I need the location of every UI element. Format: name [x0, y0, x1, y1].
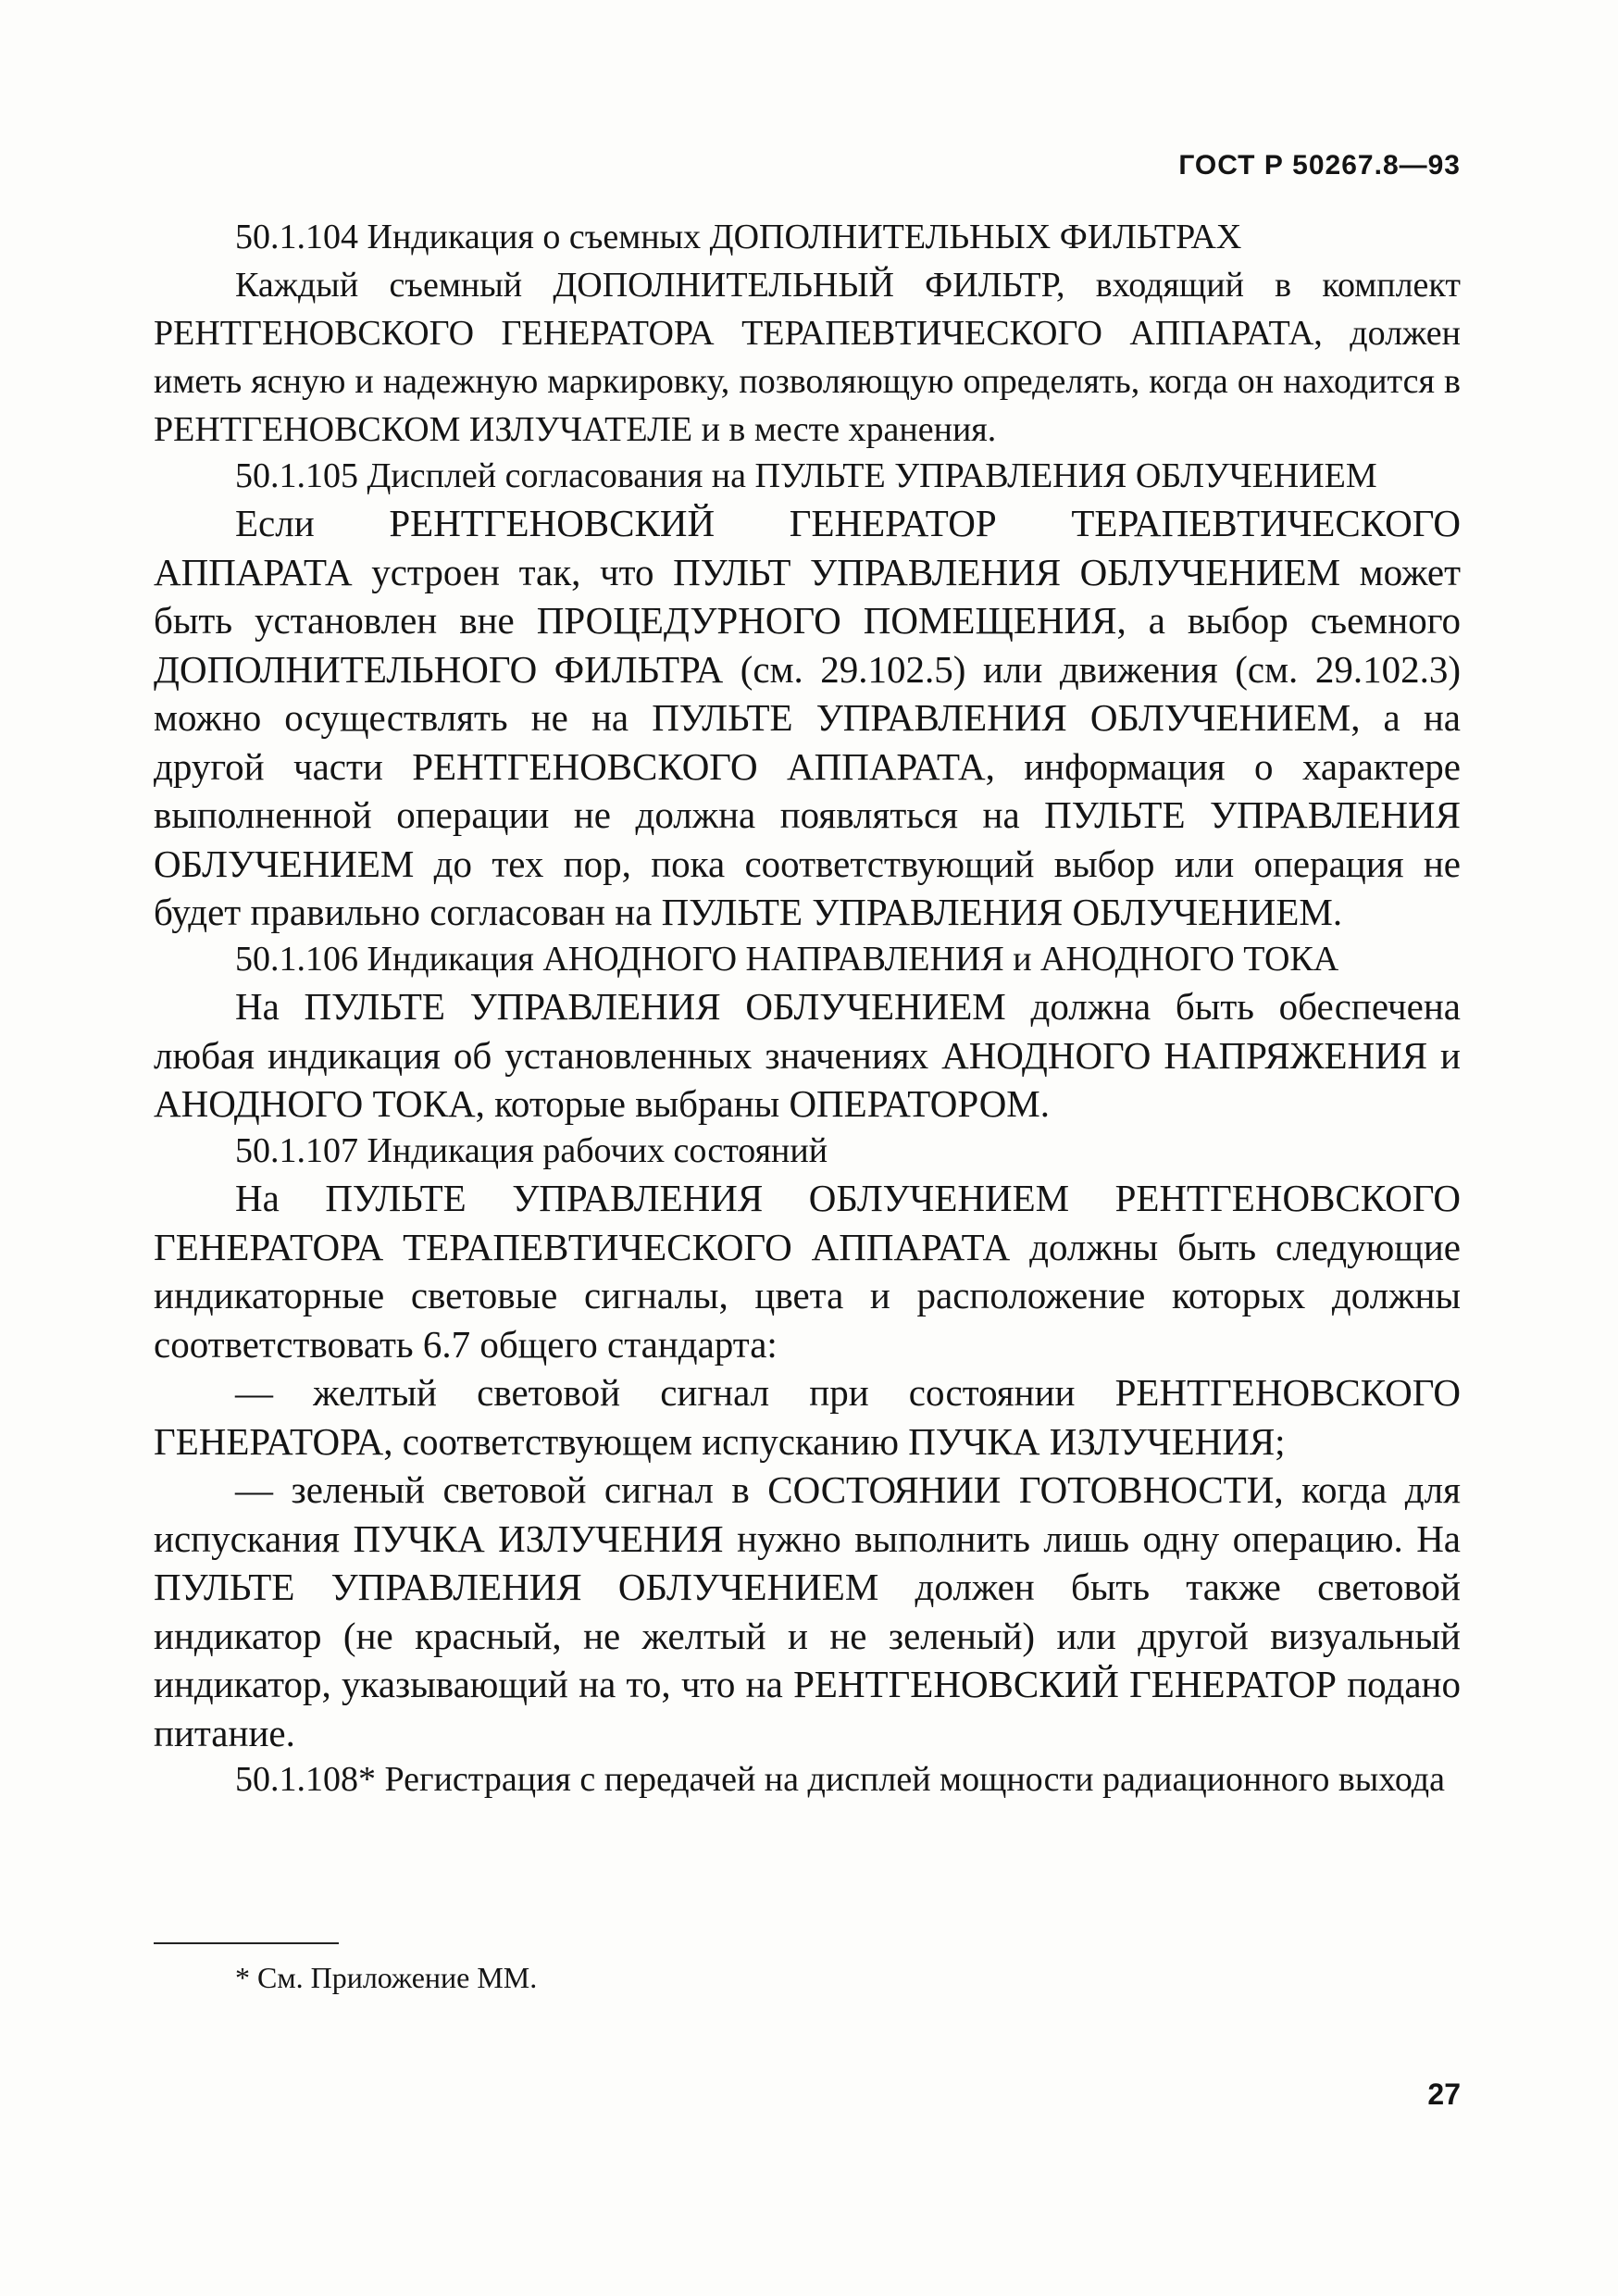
section-heading-50-1-108: 50.1.108* Регистрация с передачей на дисплей мощности радиационного выхода — [235, 1760, 1445, 1800]
section-heading-50-1-105: 50.1.105 Дисплей согласования на ПУЛЬТЕ УПРАВЛЕНИЯ ОБЛУЧЕНИЕМ — [235, 455, 1377, 495]
section-body-50-1-107: На ПУЛЬТЕ УПРАВЛЕНИЯ ОБЛУЧЕНИЕМ РЕНТГЕНОВСКОГО ГЕНЕРАТОРА ТЕРАПЕВТИЧЕСКОГО АППАРАТА должны быть следующие индикаторные световые сигналы, цвета и расположение которых должны соответствовать 6.7 общего стандарта: — [154, 1177, 1461, 1366]
section-body-50-1-104: Каждый съемный ДОПОЛНИТЕЛЬНЫЙ ФИЛЬТР, входящий в комплект РЕНТГЕНОВСКОГО ГЕНЕРАТОРА ТЕРАПЕВТИЧЕСКОГО АППАРАТА, должен иметь ясную и надежную маркировку, позволяющую определять, когда он находится в РЕНТГЕНОВСКОМ ИЗЛУЧАТЕЛЕ и в месте хранения. — [154, 265, 1461, 449]
footnote-divider — [154, 1942, 339, 1944]
section-heading-50-1-106: 50.1.106 Индикация АНОДНОГО НАПРАВЛЕНИЯ и АНОДНОГО ТОКА — [235, 939, 1339, 979]
list-item-yellow-signal: — желтый световой сигнал при состоянии РЕНТГЕНОВСКОГО ГЕНЕРАТОРА, соответствующем испусканию ПУЧКА ИЗЛУЧЕНИЯ; — [154, 1371, 1461, 1463]
section-body-50-1-105: Если РЕНТГЕНОВСКИЙ ГЕНЕРАТОР ТЕРАПЕВТИЧЕСКОГО АППАРАТА устроен так, что ПУЛЬТ УПРАВЛЕНИЯ ОБЛУЧЕНИЕМ может быть установлен вне ПРОЦЕДУРНОГО ПОМЕЩЕНИЯ, а выбор съемного ДОПОЛНИТЕЛЬНОГО ФИЛЬТРА (см. 29.102.5) или движения (см. 29.102.3) можно осуществлять не на ПУЛЬТЕ УПРАВЛЕНИЯ ОБЛУЧЕНИЕМ, а на другой части РЕНТГЕНОВСКОГО АППАРАТА, информация о характере выполненной операции не должна появляться на ПУЛЬТЕ УПРАВЛЕНИЯ ОБЛУЧЕНИЕМ до тех пор, пока соответствующий выбор или операция не будет правильно согласован на ПУЛЬТЕ УПРАВЛЕНИЯ ОБЛУЧЕНИЕМ. — [154, 502, 1461, 934]
section-heading-50-1-104: 50.1.104 Индикация о съемных ДОПОЛНИТЕЛЬНЫХ ФИЛЬТРАХ — [235, 218, 1242, 256]
footnote: * См. Приложение ММ. — [235, 1961, 538, 1994]
document-body — [154, 215, 1461, 1803]
page-number: 27 — [1427, 2078, 1461, 2111]
list-item-green-signal: — зеленый световой сигнал в СОСТОЯНИИ ГОТОВНОСТИ, когда для испускания ПУЧКА ИЗЛУЧЕНИЯ нужно выполнить лишь одну операцию. На ПУЛЬТЕ УПРАВЛЕНИЯ ОБЛУЧЕНИЕМ должен быть также световой индикатор (не красный, не желтый и не зеленый) или другой визуальный индикатор, указывающий на то, что на РЕНТГЕНОВСКИЙ ГЕНЕРАТОР подано питание. — [154, 1468, 1461, 1754]
standard-header: ГОСТ Р 50267.8—93 — [1178, 150, 1461, 181]
section-body-50-1-106: На ПУЛЬТЕ УПРАВЛЕНИЯ ОБЛУЧЕНИЕМ должна быть обеспечена любая индикация об установленных значениях АНОДНОГО НАПРЯЖЕНИЯ и АНОДНОГО ТОКА, которые выбраны ОПЕРАТОРОМ. — [154, 985, 1461, 1126]
section-heading-50-1-107: 50.1.107 Индикация рабочих состояний — [235, 1130, 828, 1170]
